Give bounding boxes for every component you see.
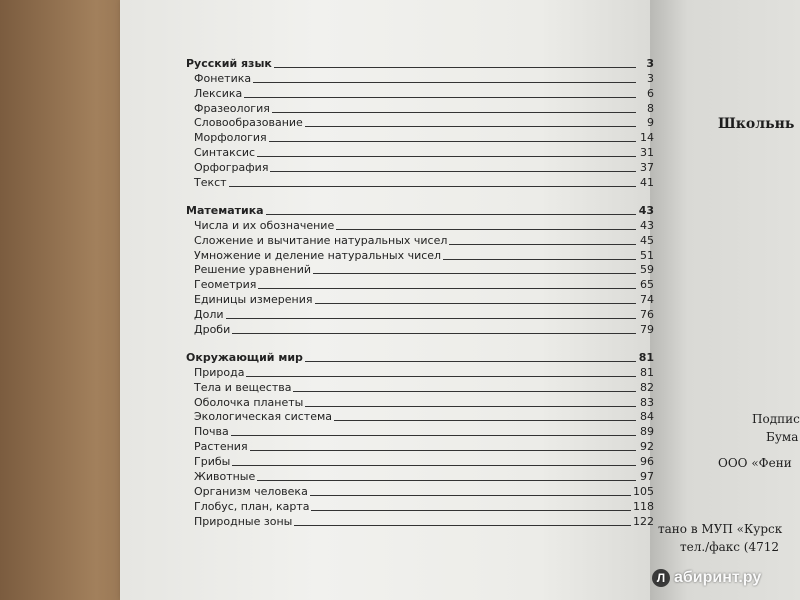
leader-line — [305, 406, 636, 407]
toc-item — [186, 144, 654, 159]
toc-item — [186, 394, 654, 409]
right-page-imprint-line: тано в МУП «Курск — [658, 522, 783, 536]
labirint-watermark — [652, 565, 792, 591]
toc-item — [186, 85, 654, 100]
toc-item-title: Синтаксис — [194, 146, 256, 160]
leader-line — [305, 361, 636, 362]
toc-item-title: Тела и вещества — [194, 380, 292, 394]
toc-item-title: Экологическая система — [194, 410, 333, 424]
toc-item — [186, 217, 654, 232]
leader-line — [334, 420, 636, 421]
toc-item — [186, 306, 654, 321]
right-page-imprint-line: ООО «Фени — [718, 456, 792, 470]
leader-line — [310, 495, 631, 496]
toc-item — [186, 129, 654, 144]
toc-item — [186, 321, 654, 336]
leader-line — [226, 318, 636, 319]
toc-item-title: Текст — [194, 176, 227, 190]
toc-section — [186, 202, 654, 336]
right-book-page — [650, 0, 800, 600]
toc-item — [186, 379, 654, 394]
toc-page-number: 84 — [640, 410, 654, 424]
leader-line — [250, 450, 636, 451]
toc-item — [186, 174, 654, 189]
toc-page-number: 82 — [640, 380, 654, 394]
leader-line — [443, 259, 636, 260]
toc-item — [186, 276, 654, 291]
leader-line — [244, 97, 636, 98]
toc-page-number: 81 — [638, 350, 654, 364]
labirint-logo-icon: Л — [652, 569, 670, 587]
toc-item — [186, 262, 654, 277]
toc-page-number: 76 — [640, 308, 654, 322]
toc-page-number: 81 — [640, 365, 654, 379]
toc-page-number: 3 — [647, 71, 654, 85]
toc-item-title: Организм человека — [194, 484, 308, 498]
toc-item — [186, 100, 654, 115]
toc-section — [186, 349, 654, 528]
watermark-text: абиринт.ру — [674, 569, 762, 586]
toc-page-number: 51 — [640, 248, 654, 262]
leader-line — [305, 126, 636, 127]
toc-item — [186, 409, 654, 424]
toc-item-title: Фонетика — [194, 71, 252, 85]
toc-page-number: 14 — [640, 131, 654, 145]
toc-page-number: 89 — [640, 425, 654, 439]
toc-heading-title: Русский язык — [186, 56, 272, 70]
leader-line — [269, 141, 636, 142]
right-page-title-fragment: Школьнь — [718, 116, 795, 132]
leader-line — [293, 391, 636, 392]
toc-page-number: 65 — [640, 278, 654, 292]
toc-page-number: 3 — [646, 56, 654, 70]
toc-item — [186, 232, 654, 247]
toc-page-number: 59 — [640, 263, 654, 277]
toc-heading-title: Окружающий мир — [186, 350, 303, 364]
toc-page-number: 79 — [640, 323, 654, 337]
toc-item-title: Фразеология — [194, 101, 270, 115]
toc-item-title: Умножение и деление натуральных чисел — [194, 248, 442, 262]
toc-page-number: 122 — [633, 514, 654, 528]
toc-item — [186, 423, 654, 438]
toc-heading-title: Математика — [186, 203, 264, 217]
toc-item — [186, 438, 654, 453]
toc-item-title: Орфография — [194, 161, 269, 175]
toc-item-title: Морфология — [194, 131, 267, 145]
toc-item-title: Почва — [194, 425, 229, 439]
toc-page-number: 118 — [633, 499, 654, 513]
leader-line — [315, 303, 637, 304]
toc-section-heading — [186, 202, 654, 217]
toc-page-number: 92 — [640, 440, 654, 454]
toc-item — [186, 468, 654, 483]
leader-line — [258, 288, 636, 289]
toc-item — [186, 291, 654, 306]
toc-item-title: Глобус, план, карта — [194, 499, 310, 513]
leader-line — [246, 376, 636, 377]
toc-item — [186, 364, 654, 379]
toc-page-number: 43 — [640, 218, 654, 232]
toc-item-title: Грибы — [194, 455, 231, 469]
toc-page-number: 83 — [640, 395, 654, 409]
leader-line — [449, 244, 636, 245]
leader-line — [336, 229, 636, 230]
leader-line — [229, 186, 636, 187]
toc-item-title: Доли — [194, 308, 224, 322]
toc-item-title: Оболочка планеты — [194, 395, 304, 409]
toc-page-number: 9 — [647, 116, 654, 130]
right-page-imprint-line: Бума — [766, 430, 799, 444]
right-page-imprint-line: тел./факс (4712 — [680, 540, 780, 554]
toc-page-number: 37 — [640, 161, 654, 175]
toc-item — [186, 513, 654, 528]
toc-item — [186, 498, 654, 513]
leader-line — [231, 435, 636, 436]
toc-item — [186, 159, 654, 174]
toc-item-title: Лексика — [194, 86, 243, 100]
leader-line — [294, 525, 631, 526]
toc-page-number: 97 — [640, 470, 654, 484]
toc-item — [186, 115, 654, 130]
toc-item-title: Словообразование — [194, 116, 303, 130]
leader-line — [257, 480, 636, 481]
toc-page-number: 45 — [640, 233, 654, 247]
toc-page-number: 96 — [640, 455, 654, 469]
toc-item — [186, 483, 654, 498]
toc-item-title: Единицы измерения — [194, 293, 313, 307]
toc-page-number: 31 — [640, 146, 654, 160]
leader-line — [270, 171, 636, 172]
leader-line — [272, 112, 636, 113]
leader-line — [232, 465, 636, 466]
toc-item-title: Растения — [194, 440, 248, 454]
toc-page-number: 74 — [640, 293, 654, 307]
toc-page-number: 6 — [647, 86, 654, 100]
toc-item — [186, 247, 654, 262]
leader-line — [232, 333, 636, 334]
toc-item-title: Животные — [194, 470, 256, 484]
toc-section-heading — [186, 349, 654, 364]
leader-line — [311, 510, 631, 511]
toc-item-title: Природа — [194, 365, 245, 379]
toc-page-number: 43 — [638, 203, 654, 217]
leader-line — [313, 273, 636, 274]
leader-line — [274, 67, 636, 68]
toc-item — [186, 70, 654, 85]
toc-section-heading — [186, 55, 654, 70]
toc-item-title: Сложение и вычитание натуральных чисел — [194, 233, 448, 247]
table-of-contents — [186, 55, 654, 528]
toc-item — [186, 453, 654, 468]
toc-page-number: 8 — [647, 101, 654, 115]
leader-line — [257, 156, 636, 157]
toc-item-title: Решение уравнений — [194, 263, 312, 277]
toc-page-number: 41 — [640, 176, 654, 190]
right-page-imprint-line: Подпис — [752, 412, 800, 426]
toc-item-title: Геометрия — [194, 278, 257, 292]
toc-section — [186, 55, 654, 189]
leader-line — [253, 82, 636, 83]
toc-item-title: Дроби — [194, 323, 231, 337]
leader-line — [266, 214, 636, 215]
toc-item-title: Числа и их обозначение — [194, 218, 335, 232]
toc-page-number: 105 — [633, 484, 654, 498]
toc-item-title: Природные зоны — [194, 514, 293, 528]
